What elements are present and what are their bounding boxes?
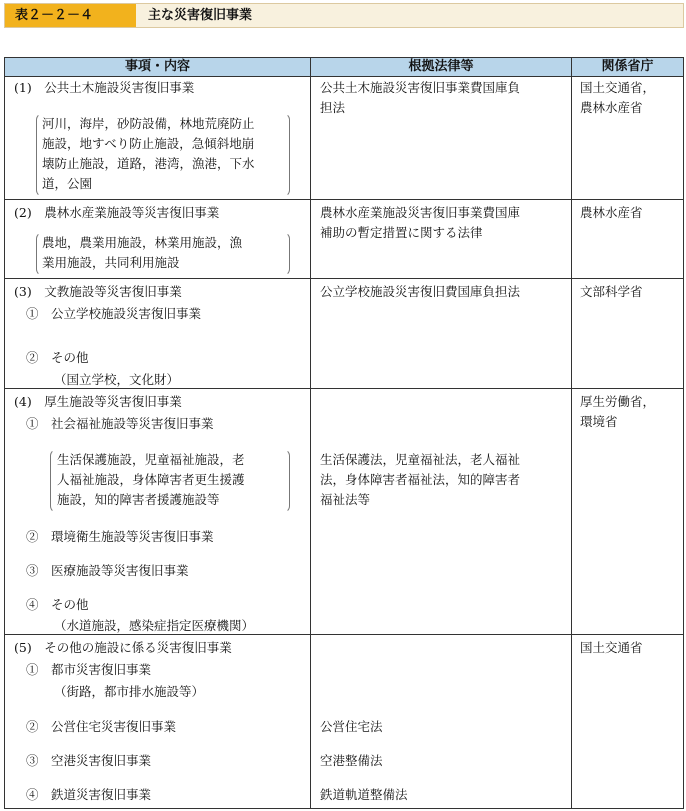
row3-sub1: ① 公立学校施設災害復旧事業 bbox=[26, 306, 202, 321]
row2-heading: (2) 農林水産業施設等災害復旧事業 bbox=[14, 205, 220, 220]
row1-detail-line: 道，公園 bbox=[42, 176, 93, 191]
row5-sub4: ④ 鉄道災害復旧事業 bbox=[26, 787, 152, 802]
row1-detail-line: 施設，地すべり防止施設，急傾斜地崩 bbox=[42, 136, 255, 151]
row1-detail-line: 壊防止施設，道路，港湾，漁港，下水 bbox=[42, 156, 255, 171]
row5-ministry: 国土交通省 bbox=[580, 640, 643, 655]
header-law: 根拠法律等 bbox=[310, 57, 572, 77]
row2-law-line: 補助の暫定措置に関する法律 bbox=[320, 225, 483, 240]
row1-law-line: 担法 bbox=[320, 100, 346, 115]
row5-sub2: ② 公営住宅災害復旧事業 bbox=[26, 719, 177, 734]
row4-detail-line: 人福祉施設，身体障害者更生援護 bbox=[57, 472, 245, 487]
table-title: 主な災害復旧事業 bbox=[148, 8, 253, 23]
row4-ministry-line: 環境省 bbox=[580, 414, 618, 429]
row3-law: 公立学校施設災害復旧費国庫負担法 bbox=[320, 284, 521, 299]
row4-heading: (4) 厚生施設等災害復旧事業 bbox=[14, 394, 182, 409]
table-title-bar bbox=[4, 3, 684, 28]
row5-sub4-law: 鉄道軌道整備法 bbox=[320, 787, 408, 802]
row4-sub3: ③ 医療施設等災害復旧事業 bbox=[26, 563, 189, 578]
row1-ministry-line: 国土交通省， bbox=[580, 80, 656, 95]
row4-sub1: ① 社会福祉施設等災害復旧事業 bbox=[26, 416, 214, 431]
row5-heading: (5) その他の施設に係る災害復旧事業 bbox=[14, 640, 232, 655]
row1-detail-line: 河川，海岸，砂防設備，林地荒廃防止 bbox=[42, 116, 255, 131]
row3-sub2-note: （国立学校，文化財） bbox=[54, 372, 180, 387]
row5-sub3: ③ 空港災害復旧事業 bbox=[26, 753, 152, 768]
header-ministry: 関係省庁 bbox=[571, 57, 684, 77]
row1-ministry-line: 農林水産省 bbox=[580, 100, 643, 115]
column-divider bbox=[571, 57, 572, 809]
table-border-right bbox=[683, 57, 684, 809]
row2-detail-line: 業用施設，共同利用施設 bbox=[42, 255, 180, 270]
table-number: 表２－２－４ bbox=[5, 4, 136, 27]
row4-law-line: 法，身体障害者福祉法，知的障害者 bbox=[320, 472, 521, 487]
row2-law-line: 農林水産業施設災害復旧事業費国庫 bbox=[320, 205, 521, 220]
row3-heading: (3) 文教施設等災害復旧事業 bbox=[14, 284, 182, 299]
row4-detail-line: 施設，知的障害者援護施設等 bbox=[57, 492, 220, 507]
row2-detail-line: 農地，農業用施設，林業用施設，漁 bbox=[42, 235, 243, 250]
row4-sub4: ④ その他 bbox=[26, 597, 89, 612]
header-items: 事項・内容 bbox=[4, 57, 311, 77]
row4-ministry-line: 厚生労働省， bbox=[580, 394, 656, 409]
row2-ministry: 農林水産省 bbox=[580, 205, 643, 220]
row-divider bbox=[4, 199, 684, 200]
table-border-bottom bbox=[4, 808, 684, 809]
row4-sub4-note: （水道施設，感染症指定医療機関） bbox=[54, 618, 255, 633]
row4-law-line: 福祉法等 bbox=[320, 492, 371, 507]
row5-sub1: ① 都市災害復旧事業 bbox=[26, 662, 152, 677]
row3-ministry: 文部科学省 bbox=[580, 284, 643, 299]
row5-sub3-law: 空港整備法 bbox=[320, 753, 383, 768]
row4-sub2: ② 環境衛生施設等災害復旧事業 bbox=[26, 529, 214, 544]
row1-heading: (1) 公共土木施設災害復旧事業 bbox=[14, 80, 195, 95]
row5-sub1-note: （街路，都市排水施設等） bbox=[54, 684, 205, 699]
row4-law-line: 生活保護法，児童福祉法，老人福祉 bbox=[320, 452, 521, 467]
row1-law-line: 公共土木施設災害復旧事業費国庫負 bbox=[320, 80, 521, 95]
row4-detail-line: 生活保護施設，児童福祉施設，老 bbox=[57, 452, 245, 467]
row3-sub2: ② その他 bbox=[26, 350, 89, 365]
column-divider bbox=[310, 57, 311, 809]
recovery-projects-table bbox=[4, 57, 684, 809]
row-divider bbox=[4, 278, 684, 279]
row5-sub2-law: 公営住宅法 bbox=[320, 719, 383, 734]
table-border-left bbox=[4, 57, 5, 809]
